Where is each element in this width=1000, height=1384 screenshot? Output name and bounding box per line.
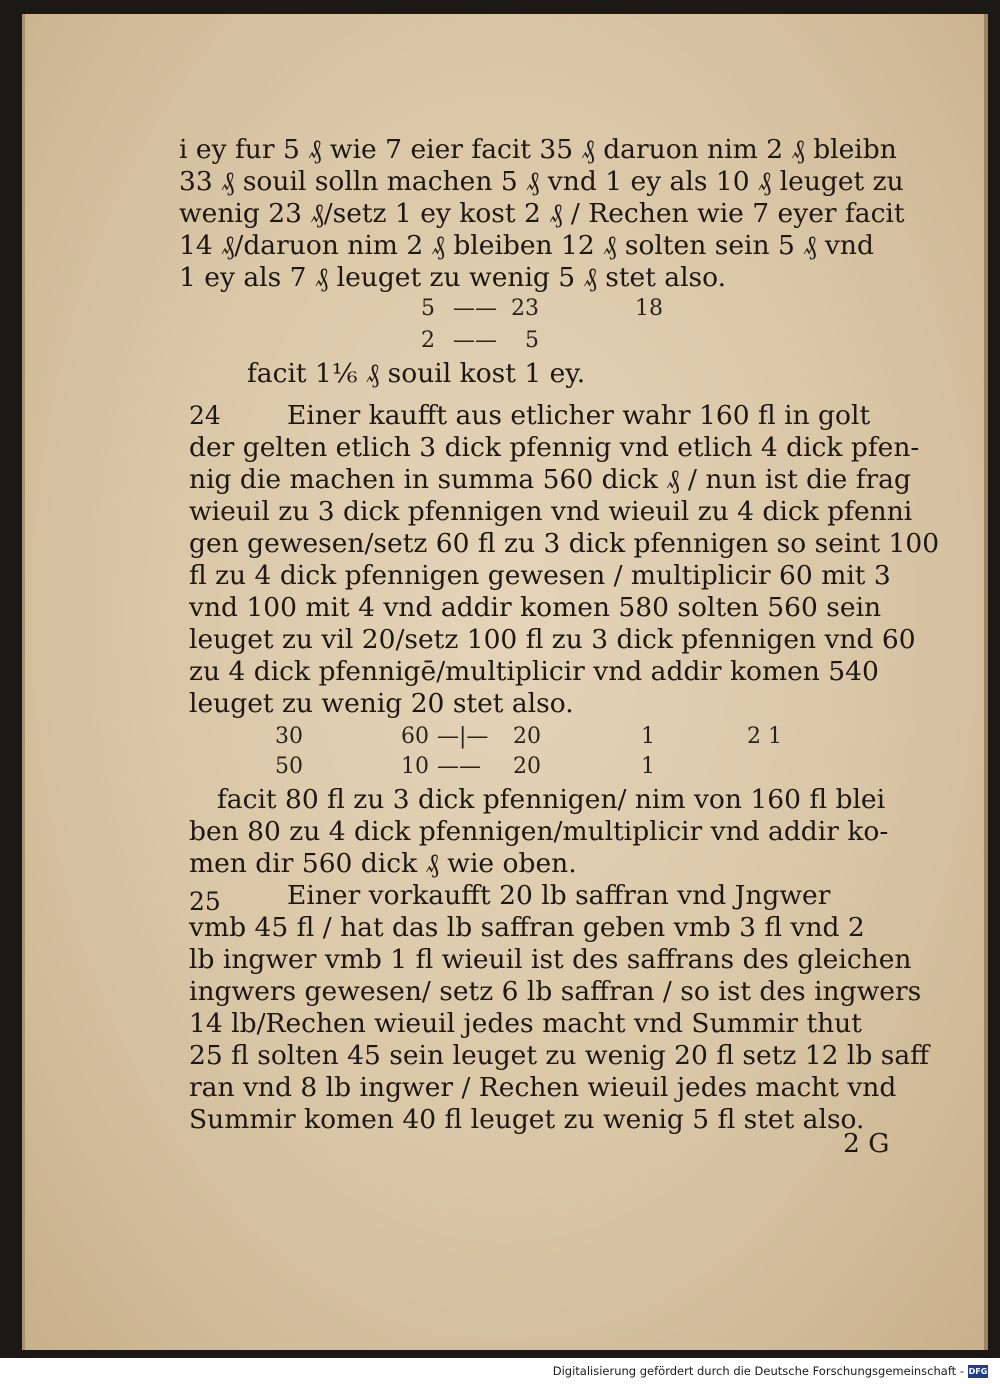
dfg-logo: DFG bbox=[968, 1367, 988, 1376]
scheme-value: 30 bbox=[275, 724, 303, 749]
text-line: i ey fur 5 ₰ wie 7 eier facit 35 ₰ daruon nim 2 ₰ bleibn bbox=[179, 134, 897, 165]
scheme-dash: —|— bbox=[437, 724, 489, 749]
text-line: Einer kaufft aus etlicher wahr 160 fl in golt bbox=[287, 400, 871, 431]
scheme-value: 60 bbox=[401, 724, 429, 749]
scheme-dash: —— bbox=[453, 328, 497, 353]
text-line: wieuil zu 3 dick pfennigen vnd wieuil zu 4 dick pfenni bbox=[189, 496, 913, 527]
digitization-credit: Digitalisierung gefördert durch die Deutsche Forschungsgemeinschaft - bbox=[552, 1364, 964, 1378]
scheme-value: 20 bbox=[513, 724, 541, 749]
result-line: facit 1⅙ ₰ souil kost 1 ey. bbox=[247, 358, 586, 389]
text-line: lb ingwer vmb 1 fl wieuil ist des saffrans des gleichen bbox=[189, 944, 912, 975]
scheme-value: 23 bbox=[511, 296, 539, 321]
scheme-value: 50 bbox=[275, 754, 303, 779]
text-line: 14 lb/Rechen wieuil jedes macht vnd Summir thut bbox=[189, 1008, 862, 1039]
text-line: fl zu 4 dick pfennigen gewesen / multiplicir 60 mit 3 bbox=[189, 560, 891, 591]
text-line: 25 fl solten 45 sein leuget zu wenig 20 fl setz 12 lb saff bbox=[189, 1040, 929, 1071]
scheme-value: 20 bbox=[513, 754, 541, 779]
scheme-value: 18 bbox=[635, 296, 663, 321]
scheme-value: 5 bbox=[421, 296, 435, 321]
text-line: gen gewesen/setz 60 fl zu 3 dick pfennigen so seint 100 bbox=[189, 528, 940, 559]
text-line: 1 ey als 7 ₰ leuget zu wenig 5 ₰ stet also. bbox=[179, 262, 727, 293]
scheme-dash: —— bbox=[453, 296, 497, 321]
paragraph-number: 24 bbox=[189, 401, 221, 430]
scheme-value: 1 bbox=[641, 754, 655, 779]
text-line: ran vnd 8 lb ingwer / Rechen wieuil jedes macht vnd bbox=[189, 1072, 897, 1103]
result-line: men dir 560 dick ₰ wie oben. bbox=[189, 848, 577, 879]
paragraph-number: 25 bbox=[189, 887, 221, 916]
text-line: nig die machen in summa 560 dick ₰ / nun ist die frag bbox=[189, 464, 911, 495]
scheme-value: 2 bbox=[421, 328, 435, 353]
text-line: 33 ₰ souil solln machen 5 ₰ vnd 1 ey als 10 ₰ leuget zu bbox=[179, 166, 904, 197]
text-line: vmb 45 fl / hat das lb saffran geben vmb 3 fl vnd 2 bbox=[189, 912, 865, 943]
text-line: zu 4 dick pfennigē/multiplicir vnd addir komen 540 bbox=[189, 656, 879, 687]
result-line: ben 80 zu 4 dick pfennigen/multiplicir vnd addir ko- bbox=[189, 816, 889, 847]
text-line: Summir komen 40 fl leuget zu wenig 5 fl stet also. bbox=[189, 1104, 865, 1135]
scheme-value: 10 bbox=[401, 754, 429, 779]
scheme-value: 5 bbox=[525, 328, 539, 353]
text-line: ingwers gewesen/ setz 6 lb saffran / so ist des ingwers bbox=[189, 976, 922, 1007]
text-line: vnd 100 mit 4 vnd addir komen 580 solten 560 sein bbox=[189, 592, 882, 623]
scheme-value: 1 bbox=[641, 724, 655, 749]
text-line: 14 ₰/daruon nim 2 ₰ bleiben 12 ₰ solten sein 5 ₰ vnd bbox=[179, 230, 874, 261]
scheme-value: 2 1 bbox=[747, 724, 782, 749]
text-line: der gelten etlich 3 dick pfennig vnd etlich 4 dick pfen- bbox=[189, 432, 920, 463]
result-line: facit 80 fl zu 3 dick pfennigen/ nim von 160 fl blei bbox=[217, 784, 886, 815]
book-page bbox=[22, 14, 988, 1350]
text-line: Einer vorkaufft 20 lb saffran vnd Jngwer bbox=[287, 880, 831, 911]
text-line: leuget zu vil 20/setz 100 fl zu 3 dick pfennigen vnd 60 bbox=[189, 624, 916, 655]
scheme-dash: —— bbox=[437, 754, 481, 779]
signature-mark: 2 G bbox=[843, 1128, 890, 1159]
text-line: leuget zu wenig 20 stet also. bbox=[189, 688, 574, 719]
text-line: wenig 23 ₰/setz 1 ey kost 2 ₰ / Rechen wie 7 eyer facit bbox=[179, 198, 905, 229]
